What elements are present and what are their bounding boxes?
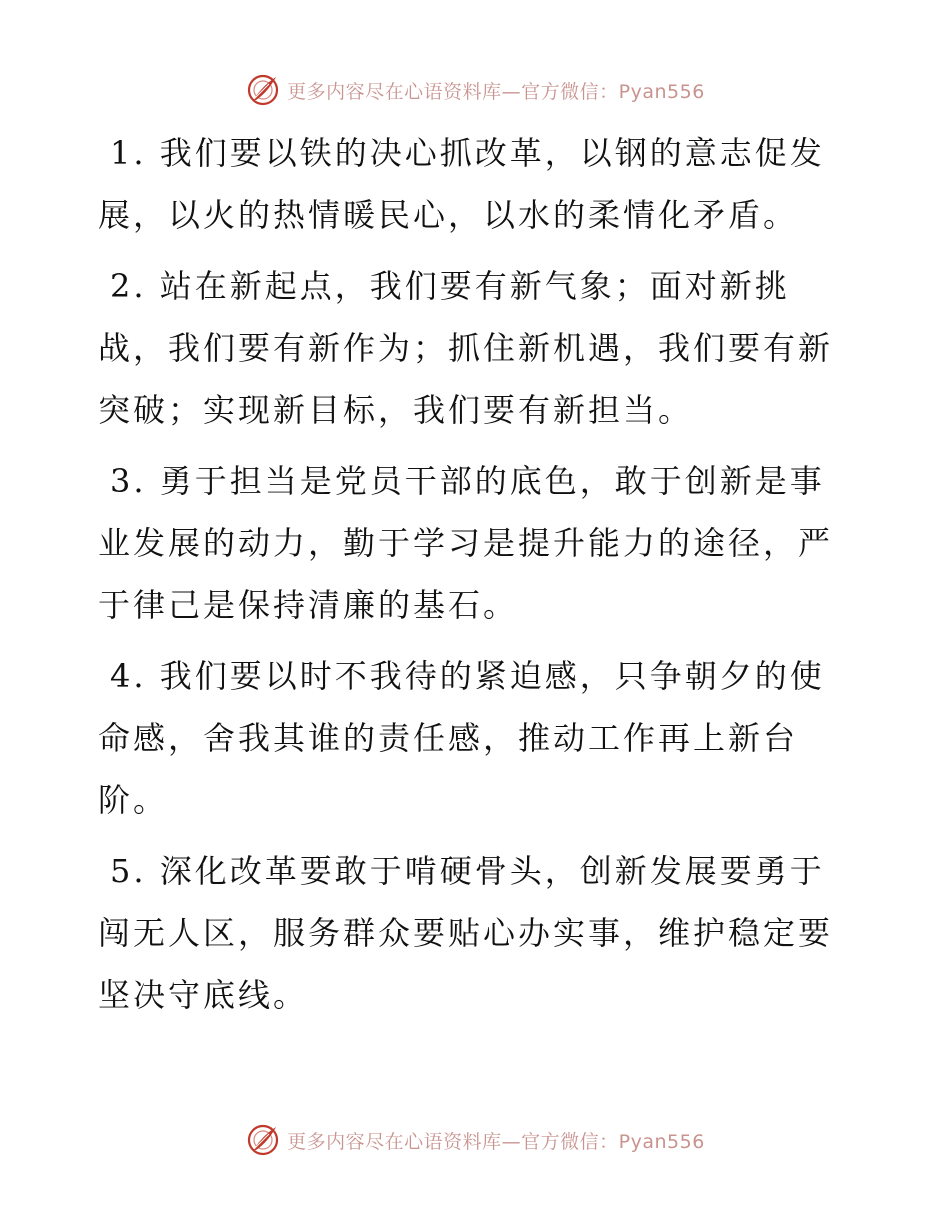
feather-pen-logo-icon <box>245 1122 281 1158</box>
feather-pen-logo-icon <box>245 72 281 108</box>
footer-banner <box>0 1120 950 1160</box>
document-body <box>98 122 858 1035</box>
paragraph-2: 2. 站在新起点，我们要有新气象；面对新挑战，我们要有新作为；抓住新机遇，我们要有新突破；实现新目标，我们要有新担当。 <box>98 267 834 429</box>
header-banner <box>0 70 950 110</box>
paragraph-3: 3. 勇于担当是党员干部的底色，敢于创新是事业发展的动力，勤于学习是提升能力的途径，严于律己是保持清廉的基石。 <box>98 462 834 624</box>
paragraph-4: 4. 我们要以时不我待的紧迫感，只争朝夕的使命感，舍我其谁的责任感，推动工作再上新台阶。 <box>98 657 825 819</box>
banner-text: 更多内容尽在心语资料库—官方微信：Pyan556 <box>287 80 705 103</box>
banner-text: 更多内容尽在心语资料库—官方微信：Pyan556 <box>287 1130 705 1153</box>
paragraph-1: 1. 我们要以铁的决心抓改革，以钢的意志促发展，以火的热情暖民心，以水的柔情化矛盾。 <box>98 134 825 234</box>
paragraph-5: 5. 深化改革要敢于啃硬骨头，创新发展要勇于闯无人区，服务群众要贴心办实事，维护稳定要坚决守底线。 <box>98 852 834 1014</box>
